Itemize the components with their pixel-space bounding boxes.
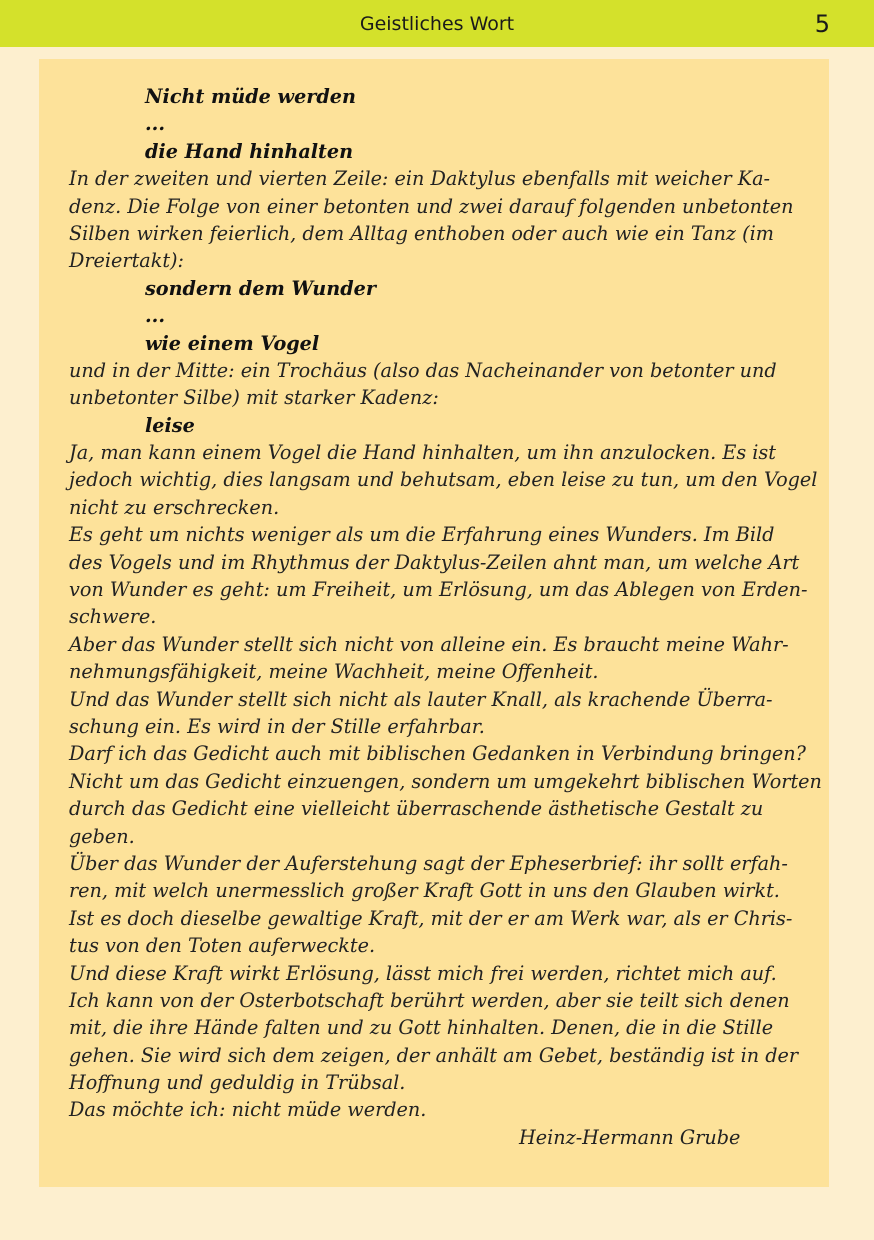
body-line: gehen. Sie wird sich dem zeigen, der anhält am Gebet, beständig ist in der bbox=[69, 1043, 799, 1067]
body-line: Es geht um nichts weniger als um die Erfahrung eines Wunders. Im Bild bbox=[69, 523, 775, 547]
body-line: Ja, man kann einem Vogel die Hand hinhalten, um ihn anzulocken. Es ist bbox=[69, 441, 776, 465]
poem-line: die Hand hinhalten bbox=[145, 139, 354, 163]
body-line: schwere. bbox=[69, 605, 157, 629]
body-line: Und das Wunder stellt sich nicht als lauter Knall, als krachende Überra- bbox=[69, 687, 773, 711]
body-line: unbetonter Silbe) mit starker Kadenz: bbox=[69, 386, 439, 410]
section-title: Geistliches Wort bbox=[359, 13, 515, 35]
body-line: denz. Die Folge von einer betonten und zwei darauf folgenden unbetonten bbox=[69, 194, 794, 218]
body-line: Silben wirken feierlich, dem Alltag enthoben oder auch wie ein Tanz (im bbox=[69, 221, 774, 245]
poem-line: wie einem Vogel bbox=[145, 331, 320, 355]
body-line: Ist es doch dieselbe gewaltige Kraft, mit der er am Werk war, als er Chris- bbox=[69, 906, 793, 930]
body-line: Das möchte ich: nicht müde werden. bbox=[69, 1098, 427, 1122]
article-text bbox=[69, 83, 822, 1151]
body-line: Hoffnung und geduldig in Trübsal. bbox=[69, 1071, 406, 1095]
poem-line: ... bbox=[145, 304, 166, 328]
body-line: Ich kann von der Osterbotschaft berührt werden, aber sie teilt sich denen bbox=[69, 988, 790, 1012]
body-line: jedoch wichtig, dies langsam und behutsam, eben leise zu tun, um den Vogel bbox=[69, 468, 818, 492]
poem-line: sondern dem Wunder bbox=[145, 276, 376, 300]
body-line: geben. bbox=[69, 824, 135, 848]
body-line: mit, die ihre Hände falten und zu Gott hinhalten. Denen, die in die Stille bbox=[69, 1016, 774, 1040]
body-line: von Wunder es geht: um Freiheit, um Erlösung, um das Ablegen von Erden- bbox=[69, 578, 808, 602]
body-line: Darf ich das Gedicht auch mit biblischen Gedanken in Verbindung bringen? bbox=[69, 742, 806, 766]
author-signature: Heinz-Hermann Grube bbox=[519, 1125, 741, 1149]
body-line: tus von den Toten auferweckte. bbox=[69, 934, 376, 958]
body-line: ren, mit welch unermesslich großer Kraft Gott in uns den Glauben wirkt. bbox=[69, 879, 780, 903]
poem-line: ... bbox=[145, 112, 166, 136]
body-line: Und diese Kraft wirkt Erlösung, lässt mich frei werden, richtet mich auf. bbox=[69, 961, 777, 985]
body-line: und in der Mitte: ein Trochäus (also das Nacheinander von betonter und bbox=[69, 358, 777, 382]
body-line: Aber das Wunder stellt sich nicht von alleine ein. Es braucht meine Wahr- bbox=[69, 632, 789, 656]
poem-line: leise bbox=[145, 413, 195, 437]
page-number: 5 bbox=[814, 10, 830, 38]
poem-line: Nicht müde werden bbox=[145, 85, 356, 108]
body-line: durch das Gedicht eine vielleicht überraschende ästhetische Gestalt zu bbox=[69, 797, 764, 821]
body-line: nicht zu erschrecken. bbox=[69, 495, 280, 519]
body-line: Nicht um das Gedicht einzuengen, sondern um umgekehrt biblischen Worten bbox=[69, 769, 822, 793]
body-line: Dreiertakt): bbox=[69, 249, 185, 273]
body-line: In der zweiten und vierten Zeile: ein Daktylus ebenfalls mit weicher Ka- bbox=[69, 167, 771, 191]
body-line: des Vogels und im Rhythmus der Daktylus-Zeilen ahnt man, um welche Art bbox=[69, 550, 800, 574]
body-line: schung ein. Es wird in der Stille erfahrbar. bbox=[69, 714, 485, 738]
body-line: Über das Wunder der Auferstehung sagt der Epheserbrief: ihr sollt erfah- bbox=[69, 851, 788, 875]
body-line: nehmungsfähigkeit, meine Wachheit, meine Offenheit. bbox=[69, 660, 599, 684]
